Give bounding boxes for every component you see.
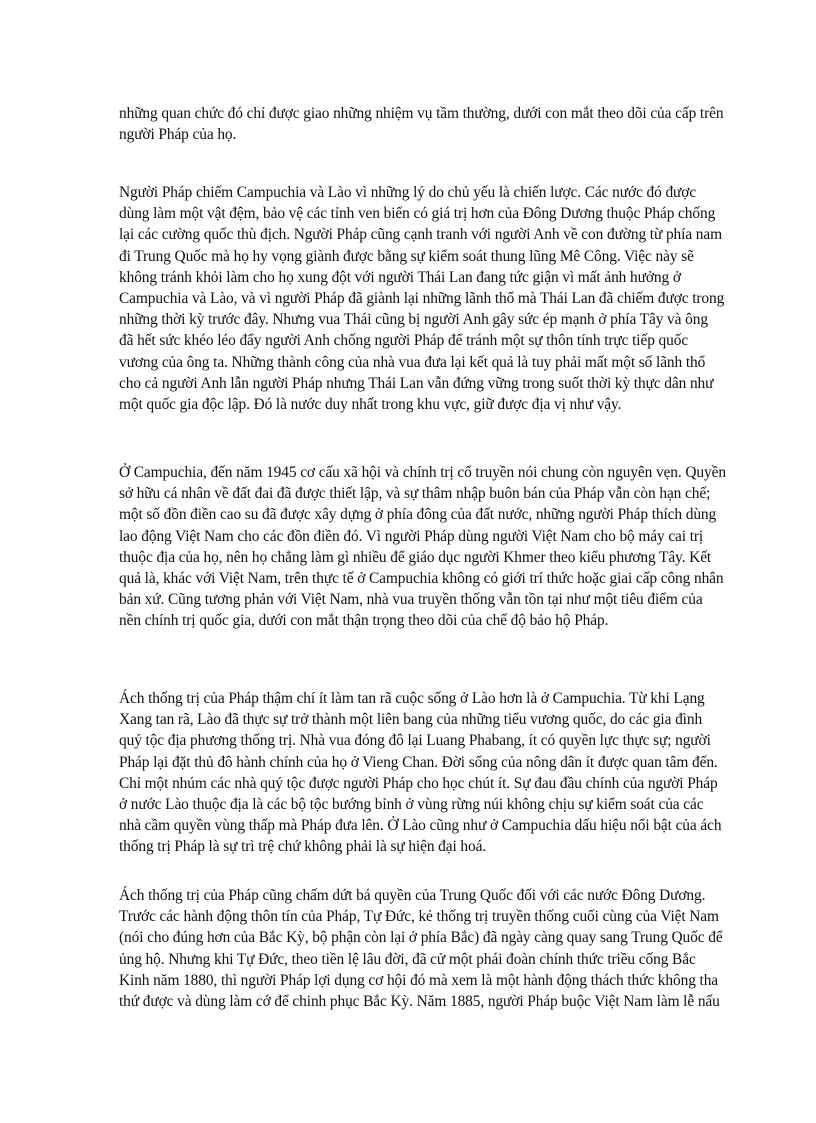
paragraph-1 xyxy=(119,103,809,145)
text-line: những quan chức đó chỉ được giao những nhiệm vụ tầm thường, dưới con mắt theo dõi của cấp trên xyxy=(119,105,724,122)
text-line: thống trị Pháp là sự trì trệ chứ không phải là sự hiện đại hoá. xyxy=(119,838,487,856)
paragraph-4 xyxy=(119,688,809,858)
text-line: một số đồn điền cao su đã được xây dựng ở phía đông của đất nước, những người Pháp thích dùng xyxy=(119,506,717,524)
text-line: ở nước Lào thuộc địa là các bộ tộc bướng bỉnh ở vùng rừng núi không chịu sự kiểm soát của các xyxy=(119,795,704,813)
paragraph-2 xyxy=(119,182,809,415)
text-line: một quốc gia độc lập. Đó là nước duy nhất trong khu vực, giữ được địa vị như vậy. xyxy=(119,395,622,413)
text-line: lại các cường quốc thù địch. Người Pháp cũng cạnh tranh với người Anh về con đường từ phía nam xyxy=(119,226,722,244)
text-line: (nói cho đúng hơn của Bắc Kỳ, bộ phận còn lại ở phía Bắc) đã ngày càng quay sang Trung Quốc để xyxy=(119,929,723,947)
text-line: lao động Việt Nam cho các đồn điền đó. Vì người Pháp dùng người Việt Nam cho bộ máy cai trị xyxy=(119,527,704,545)
text-line: Chỉ một nhúm các nhà quý tộc được người Pháp cho học chút ít. Sự đau đầu chính của người Pháp xyxy=(119,774,718,792)
text-line: quý tộc địa phương thống trị. Nhà vua đóng đô lại Luang Phabang, ít có quyền lực thực sự; người xyxy=(119,732,711,750)
text-line: nền chính trị quốc gia, dưới con mắt thận trọng theo dõi của chế độ bảo hộ Pháp. xyxy=(119,612,609,630)
text-line: thứ được và dùng làm cớ để chinh phục Bắc Kỳ. Năm 1885, người Pháp buộc Việt Nam làm lễ nấu xyxy=(119,992,720,1010)
paragraph-5 xyxy=(119,885,809,1012)
text-line: những thời kỳ trước đây. Nhưng vua Thái cũng bị người Anh gây sức ép mạnh ở phía Tây và ông xyxy=(119,311,708,329)
text-line: Ở Campuchia, đến năm 1945 cơ cấu xã hội và chính trị cổ truyền nói chung còn nguyên vẹn. Quyền xyxy=(119,464,726,481)
text-line: Pháp lại đặt thủ đô hành chính của họ ở Vieng Chan. Đời sống của nông dân ít được quan tâm đến. xyxy=(119,753,718,771)
text-line: Campuchia và Lào, và vì người Pháp đã giành lại những lãnh thổ mà Thái Lan đã chiếm được trong xyxy=(119,289,725,307)
text-line: ủng hộ. Nhưng khi Tự Đức, theo tiền lệ lâu đời, đã cử một phái đoàn chính thức triều cống Bắc xyxy=(119,950,696,968)
text-line: đi Trung Quốc mà họ hy vọng giành được bằng sự kiểm soát thung lũng Mê Công. Việc này sẽ xyxy=(119,247,694,265)
text-line: nhà cầm quyền vùng thấp mà Pháp đưa lên. Ở Lào cũng như ở Campuchia dấu hiệu nổi bật của ách xyxy=(119,817,722,835)
text-line: Xang tan rã, Lào đã thực sự trở thành một liên bang của những tiểu vương quốc, do các gia đình xyxy=(119,711,703,729)
text-line: Trước các hành động thôn tín của Pháp, Tự Đức, kẻ thống trị truyền thống cuối cùng của Việt Nam xyxy=(119,908,719,926)
text-line: người Pháp của họ. xyxy=(119,126,237,144)
text-line: Người Pháp chiếm Campuchia và Lào vì những lý do chủ yếu là chiến lược. Các nước đó được xyxy=(119,184,697,201)
text-line: Ách thống trị của Pháp cũng chấm dứt bá quyền của Trung Quốc đối với các nước Đông Dương. xyxy=(119,887,706,904)
text-line: không tránh khỏi làm cho họ xung đột với người Thái Lan đang tức giận vì mất ảnh hưởng ở xyxy=(119,268,681,286)
text-line: bản xứ. Cũng tương phản với Việt Nam, nhà vua truyền thống vẫn tồn tại như một tiêu điểm của xyxy=(119,591,703,609)
text-line: thuộc địa của họ, nên họ chẳng làm gì nhiều để giáo dục người Khmer theo kiểu phương Tây. Kết xyxy=(119,548,712,566)
text-line: sở hữu cá nhân về đất đai đã được thiết lập, và sự thâm nhập buôn bán của Pháp vẫn còn hạn chế; xyxy=(119,485,711,503)
text-line: Ách thống trị của Pháp thậm chí ít làm tan rã cuộc sống ở Lào hơn là ở Campuchia. Từ khi Lạng xyxy=(119,690,705,707)
text-line: quả là, khác với Việt Nam, trên thực tế ở Campuchia không có giới trí thức hoặc giai cấp công nhân xyxy=(119,569,724,587)
text-line: cho cả người Anh lẫn người Pháp nhưng Thái Lan vẫn đứng vững trong suốt thời kỳ thực dân như xyxy=(119,374,714,392)
text-line: vương của ông ta. Những thành công của nhà vua đưa lại kết quả là tuy phải mất một số lãnh thổ xyxy=(119,353,706,371)
text-line: Kinh năm 1880, thì người Pháp lợi dụng cơ hội đó mà xem là một hành động thách thức không tha xyxy=(119,971,719,989)
text-line: dùng làm một vật đệm, bảo vệ các tỉnh ven biển có giá trị hơn của Đông Dương thuộc Pháp chống xyxy=(119,205,716,223)
paragraph-3 xyxy=(119,462,809,632)
text-line: đã hết sức khéo léo đẩy người Anh chống người Pháp để tránh một sự thôn tính trực tiếp quốc xyxy=(119,332,689,350)
